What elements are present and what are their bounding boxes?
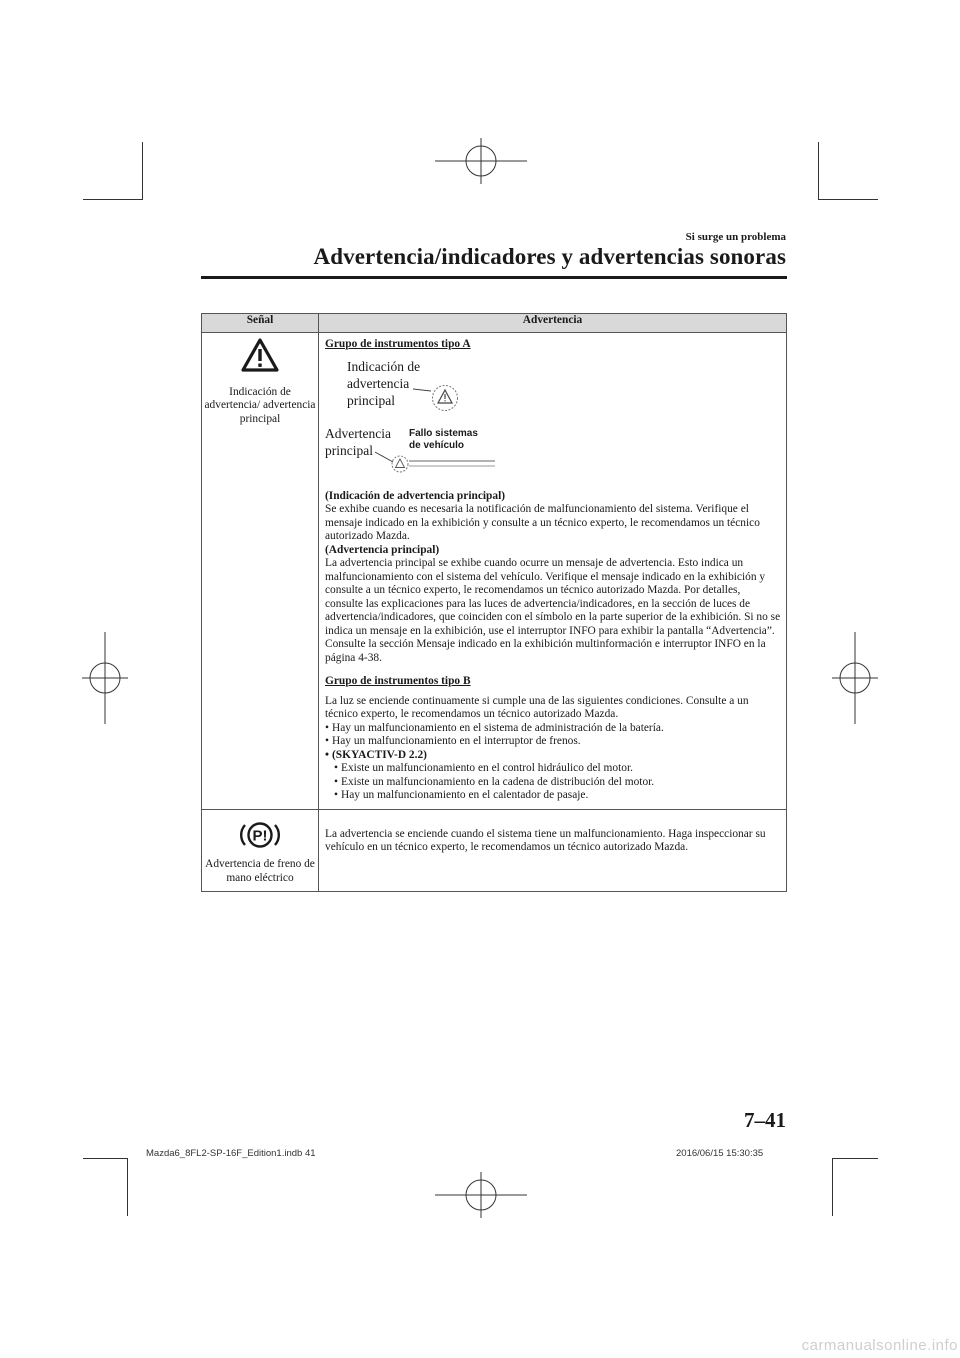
warning-table [201,313,787,892]
group-a-heading: Grupo de instrumentos tipo A [325,338,471,350]
svg-text:P!: P! [252,827,268,844]
warning-text: La advertencia principal se exhibe cuando ocurre un mensaje de advertencia. Esto indica un malfuncionamiento con el sistema del vehículo. Verifique el mensaje indicado en la exhibición y consulte a un técnico experto, le recomendamos un técnico autorizado Mazda. Por detalles, consulte las explicaciones para las luces de advertencia/indicadores, en la sección de luces de advertencia/indicadores, que coinciden con el símbolo en la parte superior de la exhibición. Si no se indica un mensaje en la exhibición, use el interruptor INFO para exhibir la pantalla “Advertencia”. Consulte la sección Mensaje indicado en la exhibición multinformación e interruptor INFO en la página 4-38. [325,557,781,664]
list-item: • (SKYACTIV-D 2.2) [325,748,427,761]
group-b-heading: Grupo de instrumentos tipo B [325,675,471,687]
instrument-illustration [325,358,565,486]
list-item: • Existe un malfuncionamiento en la cadena de distribución del motor. [334,775,655,788]
group-b-intro: La luz se enciende continuamente si cumple una de las siguientes condiciones. Consulte a un técnico experto, le recomendamos un técnico autorizado Mazda. [325,694,749,720]
list-item: • Hay un malfuncionamiento en el sistema de administración de la batería. [325,721,664,734]
registration-mark-icon [435,138,527,184]
crop-mark [832,1158,833,1216]
registration-mark-icon [435,1172,527,1218]
electric-parking-brake-icon [238,820,282,850]
warning-cell [319,809,787,892]
illus-label-main-indication: Indicación de advertencia principal [347,358,421,408]
column-header-signal: Señal [202,314,319,333]
list-item: • Hay un malfuncionamiento en el interruptor de frenos. [325,735,581,747]
signal-label: Advertencia de freno de mano eléctrico [205,858,315,884]
footer-timestamp: 2016/06/15 15:30:35 [676,1148,764,1159]
warning-heading: (Advertencia principal) [325,543,440,556]
crop-mark [83,1158,128,1159]
signal-cell [202,333,319,810]
crop-mark [127,1158,128,1216]
watermark: carmanualsonline.info [801,1337,958,1354]
table-header-row [202,314,787,333]
footer-file: Mazda6_8FL2-SP-16F_Edition1.indb 41 [146,1148,316,1159]
table-row [202,809,787,892]
indication-heading: (Indicación de advertencia principal) [325,489,506,502]
crop-mark [142,142,143,200]
list-item: • Existe un malfuncionamiento en el control hidráulico del motor. [334,762,633,774]
page-number: 7–41 [744,1108,786,1132]
signal-label: Indicación de advertencia/ advertencia principal [204,385,316,425]
list-item: • Hay un malfuncionamiento en el calentador de pasaje. [334,789,589,801]
indication-text: Se exhibe cuando es necesaria la notificación de malfuncionamiento del sistema. Verifique el mensaje indicado en la exhibición y consulte a un técnico experto, le recomendamos un técnico autorizado Mazda. [325,503,760,542]
warning-triangle-icon [391,455,409,473]
header-rule [201,276,787,279]
illus-screen-text: Fallo sistemas de vehículo [409,427,478,451]
crop-mark [83,199,143,200]
page-title: Advertencia/indicadores y advertencias sonoras [313,244,786,269]
warning-triangle-icon [431,384,459,412]
crop-mark [818,142,819,200]
crop-mark [818,199,878,200]
warning-cell [319,333,787,810]
table-row [202,333,787,810]
illus-label-main-warning: Advertencia principal [325,425,391,458]
warning-triangle-icon [240,337,280,373]
signal-cell [202,809,319,892]
section-label: Si surge un problema [685,231,786,243]
epb-warning-text: La advertencia se enciende cuando el sistema tiene un malfuncionamiento. Haga inspeccionar su vehículo en un técnico experto, le recomendamos un técnico autorizado Mazda. [325,827,766,854]
column-header-warning: Advertencia [319,314,787,333]
crop-mark [832,1158,878,1159]
registration-mark-icon [82,632,128,724]
illus-lines [325,358,565,486]
registration-mark-icon [832,632,878,724]
